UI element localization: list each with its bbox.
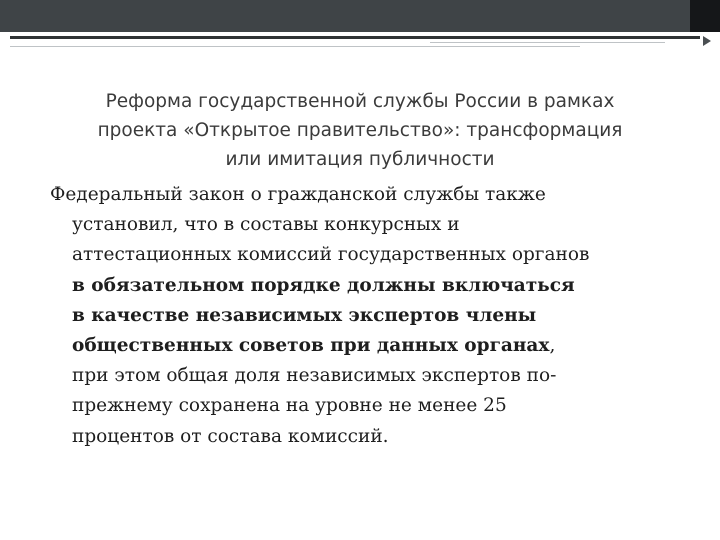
body-line-5-emphasis: в качестве независимых экспертов члены: [72, 304, 537, 326]
slide-title-line-2: проекта «Открытое правительство»: трансформация: [97, 120, 623, 141]
body-line-9: процентов от состава комиссий.: [72, 425, 389, 447]
body-line-3: аттестационных комиссий государственных органов: [72, 244, 590, 266]
body-line-1: Федеральный закон о гражданской службы также: [50, 184, 546, 205]
header-accent-block: [690, 0, 720, 32]
header-rule-line-thin-right: [430, 42, 665, 43]
header-bar: [0, 0, 720, 32]
slide-title: [40, 87, 680, 174]
slide-title-line-1: Реформа государственной службы России в рамках: [105, 91, 615, 112]
body-line-6-emphasis: общественных советов при данных органах: [72, 335, 550, 357]
header-rule-line-thin-left: [10, 46, 580, 47]
body-line-4-emphasis: в обязательном порядке должны включаться: [72, 274, 575, 296]
body-line-6-tail: ,: [549, 335, 556, 357]
body-line-8: прежнему сохранена на уровне не менее 25: [72, 395, 507, 417]
slide-body-text: [50, 180, 690, 452]
body-line-7: при этом общая доля независимых экспертов по-: [72, 365, 557, 387]
corner-arrow-icon: [703, 36, 711, 46]
header-rule-line: [10, 36, 700, 39]
body-line-6: [50, 331, 690, 361]
slide-title-line-3: или имитация публичности: [225, 149, 495, 170]
body-line-2: установил, что в составы конкурсных и: [72, 214, 460, 236]
